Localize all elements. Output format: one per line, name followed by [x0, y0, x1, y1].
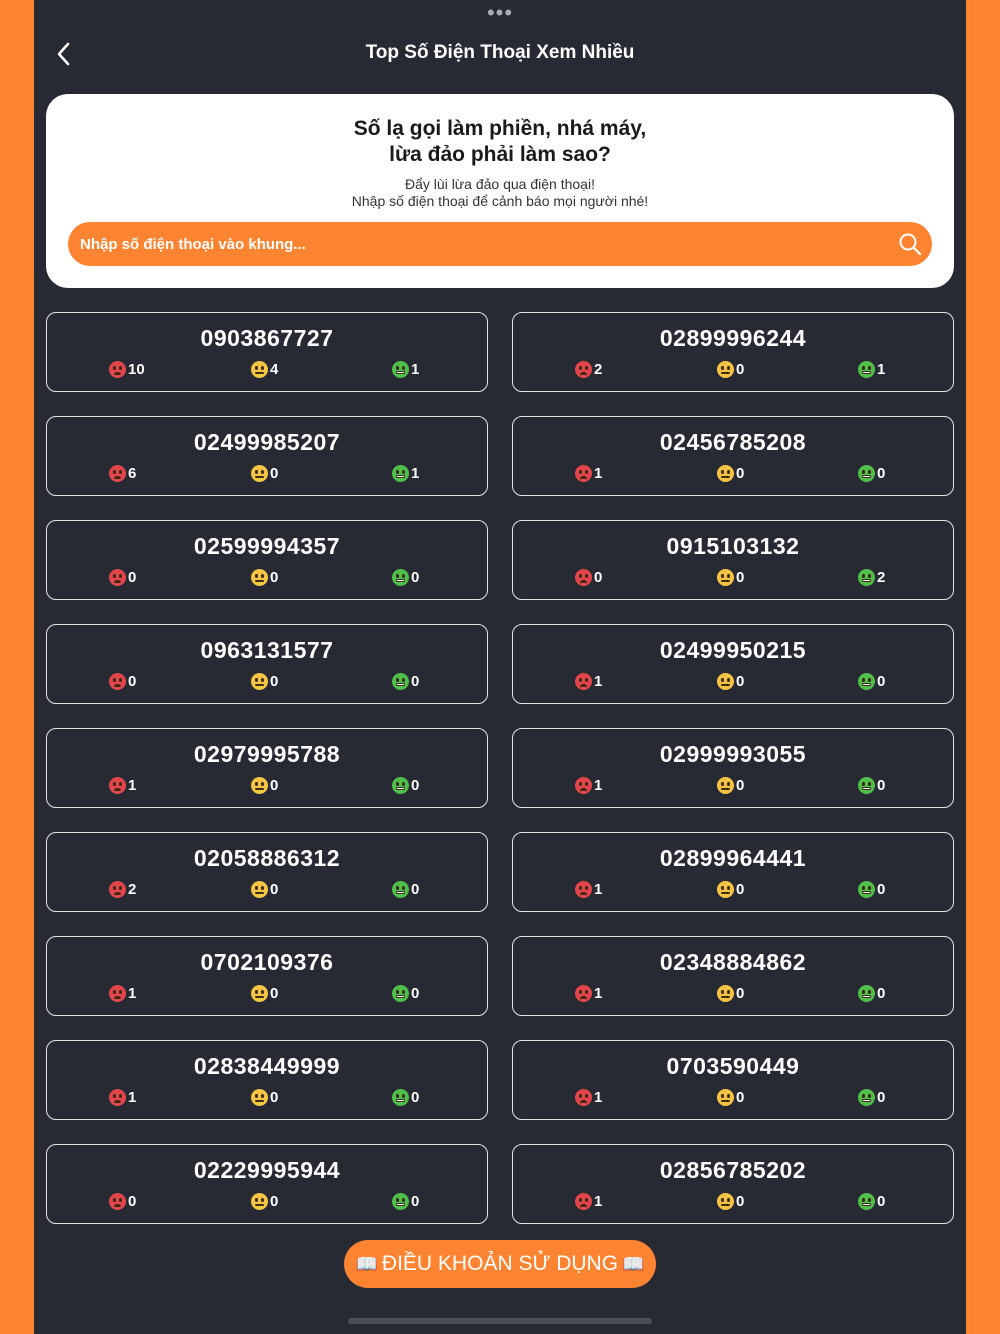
neutral-report-count [717, 777, 744, 794]
neutral-face-icon [717, 673, 734, 690]
happy-face-icon [392, 1089, 409, 1106]
safe-report-count [858, 673, 885, 690]
app-screen [34, 0, 966, 1334]
neutral-count-value: 0 [736, 1089, 745, 1106]
phone-number-card[interactable] [46, 520, 488, 600]
neutral-face-icon [717, 569, 734, 586]
safe-report-count [858, 465, 885, 482]
phone-number: 02348884862 [659, 949, 807, 975]
scam-report-count [575, 777, 602, 794]
neutral-face-icon [251, 1193, 268, 1210]
neutral-face-icon [717, 1193, 734, 1210]
phone-number: 0703590449 [666, 1053, 800, 1079]
phone-number: 02899996244 [659, 325, 807, 351]
phone-number-card[interactable] [512, 728, 954, 808]
neutral-report-count [251, 985, 278, 1002]
scam-report-count [109, 777, 136, 794]
hero-heading-line1: Số lạ gọi làm phiền, nhá máy, [353, 117, 647, 140]
hero-subtitle-line1: Đẩy lùi lừa đảo qua điện thoại! [405, 176, 595, 192]
happy-face-icon [858, 673, 875, 690]
neutral-face-icon [717, 881, 734, 898]
safe-report-count [392, 673, 419, 690]
scam-count-value: 1 [594, 881, 603, 898]
hero-subtitle [46, 176, 954, 210]
angry-face-icon [109, 985, 126, 1002]
safe-report-count [392, 881, 419, 898]
angry-face-icon [109, 881, 126, 898]
scam-count-value: 0 [128, 1193, 137, 1210]
scam-count-value: 1 [128, 985, 137, 1002]
phone-number-card[interactable] [512, 416, 954, 496]
safe-count-value: 1 [411, 465, 420, 482]
happy-face-icon [392, 777, 409, 794]
more-dots-icon[interactable]: ••• [486, 0, 514, 25]
safe-count-value: 1 [877, 361, 886, 378]
scam-report-count [575, 361, 602, 378]
neutral-face-icon [717, 777, 734, 794]
angry-face-icon [109, 361, 126, 378]
safe-count-value: 0 [411, 985, 420, 1002]
safe-report-count [392, 1089, 419, 1106]
hero-subtitle-line2: Nhập số điện thoại để cảnh báo mọi người nhé! [351, 193, 649, 209]
neutral-face-icon [251, 465, 268, 482]
scam-count-value: 1 [594, 1193, 603, 1210]
angry-face-icon [575, 777, 592, 794]
phone-number: 02599994357 [193, 533, 341, 559]
page-title: Top Số Điện Thoại Xem Nhiều [365, 42, 635, 63]
phone-number: 02229995944 [193, 1157, 341, 1183]
search-icon[interactable] [898, 232, 922, 256]
phone-number: 0915103132 [666, 533, 800, 559]
safe-report-count [392, 361, 419, 378]
neutral-report-count [251, 881, 278, 898]
phone-number: 02856785202 [659, 1157, 807, 1183]
scam-report-count [109, 1089, 136, 1106]
happy-face-icon [392, 985, 409, 1002]
scam-report-count [109, 985, 136, 1002]
neutral-report-count [717, 881, 744, 898]
phone-number: 0702109376 [200, 949, 334, 975]
angry-face-icon [109, 1089, 126, 1106]
safe-count-value: 0 [411, 1089, 420, 1106]
safe-count-value: 0 [411, 881, 420, 898]
neutral-report-count [251, 673, 278, 690]
safe-count-value: 0 [411, 673, 420, 690]
scam-count-value: 0 [128, 673, 137, 690]
neutral-face-icon [251, 673, 268, 690]
neutral-report-count [251, 465, 278, 482]
safe-count-value: 0 [411, 777, 420, 794]
safe-report-count [858, 881, 885, 898]
phone-number: 02999993055 [659, 741, 807, 767]
scam-count-value: 1 [594, 777, 603, 794]
angry-face-icon [575, 881, 592, 898]
home-indicator [348, 1318, 652, 1324]
scam-report-count [575, 569, 602, 586]
happy-face-icon [858, 1193, 875, 1210]
safe-report-count [858, 985, 885, 1002]
neutral-report-count [717, 985, 744, 1002]
phone-number-card[interactable] [512, 936, 954, 1016]
phone-number: 02499950215 [659, 637, 807, 663]
neutral-face-icon [717, 985, 734, 1002]
scam-report-count [575, 985, 602, 1002]
scam-report-count [575, 465, 602, 482]
neutral-count-value: 0 [736, 673, 745, 690]
scam-report-count [575, 1089, 602, 1106]
scam-count-value: 1 [594, 1089, 603, 1106]
neutral-report-count [717, 673, 744, 690]
neutral-face-icon [251, 881, 268, 898]
neutral-face-icon [717, 1089, 734, 1106]
phone-number-card[interactable] [512, 832, 954, 912]
terms-label: ĐIỀU KHOẢN SỬ DỤNG [381, 1252, 619, 1275]
phone-number-card[interactable] [512, 1144, 954, 1224]
angry-face-icon [575, 1089, 592, 1106]
scam-report-count [575, 673, 602, 690]
neutral-face-icon [251, 569, 268, 586]
safe-report-count [858, 569, 885, 586]
neutral-count-value: 0 [270, 985, 279, 1002]
neutral-count-value: 0 [270, 1193, 279, 1210]
safe-count-value: 2 [877, 569, 886, 586]
safe-count-value: 0 [411, 1193, 420, 1210]
happy-face-icon [858, 881, 875, 898]
phone-number-card[interactable] [46, 1040, 488, 1120]
phone-number-card[interactable] [512, 624, 954, 704]
scam-count-value: 0 [128, 569, 137, 586]
scam-count-value: 1 [594, 985, 603, 1002]
scam-report-count [109, 1193, 136, 1210]
scam-count-value: 1 [594, 673, 603, 690]
neutral-report-count [251, 1193, 278, 1210]
scam-report-count [109, 361, 145, 378]
angry-face-icon [575, 465, 592, 482]
search-card [46, 94, 954, 288]
phone-number-card[interactable] [46, 1144, 488, 1224]
scam-count-value: 0 [594, 569, 603, 586]
phone-number: 02058886312 [193, 845, 341, 871]
phone-number: 02979995788 [193, 741, 341, 767]
neutral-report-count [717, 569, 744, 586]
phone-number: 02499985207 [193, 429, 341, 455]
scam-report-count [109, 465, 136, 482]
neutral-count-value: 0 [736, 361, 745, 378]
safe-count-value: 0 [877, 985, 886, 1002]
neutral-count-value: 0 [270, 465, 279, 482]
neutral-count-value: 4 [270, 361, 279, 378]
safe-report-count [858, 1089, 885, 1106]
neutral-report-count [717, 1089, 744, 1106]
hero-heading-line2: lừa đảo phải làm sao? [389, 143, 611, 166]
happy-face-icon [392, 361, 409, 378]
neutral-report-count [251, 569, 278, 586]
happy-face-icon [858, 777, 875, 794]
phone-number-card[interactable] [46, 832, 488, 912]
scam-count-value: 1 [594, 465, 603, 482]
scam-count-value: 1 [128, 1089, 137, 1106]
neutral-face-icon [251, 985, 268, 1002]
scam-count-value: 2 [128, 881, 137, 898]
phone-number: 02838449999 [193, 1053, 341, 1079]
phone-number: 0963131577 [200, 637, 334, 663]
scam-report-count [109, 881, 136, 898]
happy-face-icon [858, 1089, 875, 1106]
phone-number-card[interactable] [46, 936, 488, 1016]
phone-search-input[interactable] [68, 222, 888, 266]
safe-count-value: 0 [877, 777, 886, 794]
neutral-count-value: 0 [270, 1089, 279, 1106]
safe-report-count [858, 777, 885, 794]
happy-face-icon [392, 465, 409, 482]
safe-count-value: 0 [877, 465, 886, 482]
phone-number-grid [46, 312, 954, 1224]
neutral-report-count [251, 1089, 278, 1106]
neutral-report-count [251, 777, 278, 794]
safe-count-value: 0 [877, 1089, 886, 1106]
scam-report-count [575, 881, 602, 898]
phone-number-card[interactable] [46, 728, 488, 808]
happy-face-icon [858, 985, 875, 1002]
happy-face-icon [392, 569, 409, 586]
safe-report-count [392, 985, 419, 1002]
neutral-report-count [717, 465, 744, 482]
neutral-report-count [717, 361, 744, 378]
neutral-face-icon [251, 1089, 268, 1106]
happy-face-icon [858, 361, 875, 378]
neutral-count-value: 0 [736, 881, 745, 898]
phone-number: 02899964441 [659, 845, 807, 871]
safe-report-count [392, 465, 419, 482]
neutral-face-icon [717, 361, 734, 378]
phone-number-card[interactable] [512, 520, 954, 600]
safe-count-value: 0 [877, 881, 886, 898]
safe-report-count [858, 361, 885, 378]
neutral-count-value: 0 [270, 881, 279, 898]
neutral-face-icon [717, 465, 734, 482]
book-icon: 📖 [355, 1253, 378, 1274]
phone-number-card[interactable] [512, 1040, 954, 1120]
scam-count-value: 10 [128, 361, 145, 378]
search-bar[interactable] [68, 222, 932, 266]
phone-number-card[interactable] [46, 416, 488, 496]
scam-count-value: 1 [128, 777, 137, 794]
angry-face-icon [575, 1193, 592, 1210]
scam-report-count [109, 673, 136, 690]
safe-report-count [392, 1193, 419, 1210]
phone-number-card[interactable] [46, 624, 488, 704]
neutral-count-value: 0 [270, 569, 279, 586]
happy-face-icon [392, 1193, 409, 1210]
terms-of-use-button[interactable] [344, 1240, 656, 1288]
neutral-report-count [717, 1193, 744, 1210]
scam-report-count [575, 1193, 602, 1210]
safe-count-value: 0 [877, 673, 886, 690]
angry-face-icon [575, 985, 592, 1002]
neutral-count-value: 0 [270, 673, 279, 690]
happy-face-icon [858, 465, 875, 482]
angry-face-icon [575, 673, 592, 690]
scam-count-value: 6 [128, 465, 137, 482]
angry-face-icon [109, 777, 126, 794]
phone-number: 0903867727 [200, 325, 334, 351]
happy-face-icon [392, 881, 409, 898]
scam-report-count [109, 569, 136, 586]
angry-face-icon [109, 1193, 126, 1210]
neutral-count-value: 0 [736, 1193, 745, 1210]
neutral-count-value: 0 [736, 569, 745, 586]
scam-count-value: 2 [594, 361, 603, 378]
safe-count-value: 0 [877, 1193, 886, 1210]
neutral-count-value: 0 [270, 777, 279, 794]
neutral-report-count [251, 361, 278, 378]
book-icon: 📖 [622, 1253, 645, 1274]
phone-number-card[interactable] [512, 312, 954, 392]
neutral-count-value: 0 [736, 465, 745, 482]
happy-face-icon [392, 673, 409, 690]
safe-report-count [392, 777, 419, 794]
safe-count-value: 0 [411, 569, 420, 586]
safe-report-count [392, 569, 419, 586]
angry-face-icon [575, 569, 592, 586]
happy-face-icon [858, 569, 875, 586]
neutral-face-icon [251, 777, 268, 794]
angry-face-icon [575, 361, 592, 378]
neutral-count-value: 0 [736, 777, 745, 794]
hero-heading [46, 116, 954, 168]
safe-report-count [858, 1193, 885, 1210]
angry-face-icon [109, 569, 126, 586]
angry-face-icon [109, 465, 126, 482]
neutral-face-icon [251, 361, 268, 378]
phone-number-card[interactable] [46, 312, 488, 392]
angry-face-icon [109, 673, 126, 690]
safe-count-value: 1 [411, 361, 420, 378]
neutral-count-value: 0 [736, 985, 745, 1002]
phone-number: 02456785208 [659, 429, 807, 455]
